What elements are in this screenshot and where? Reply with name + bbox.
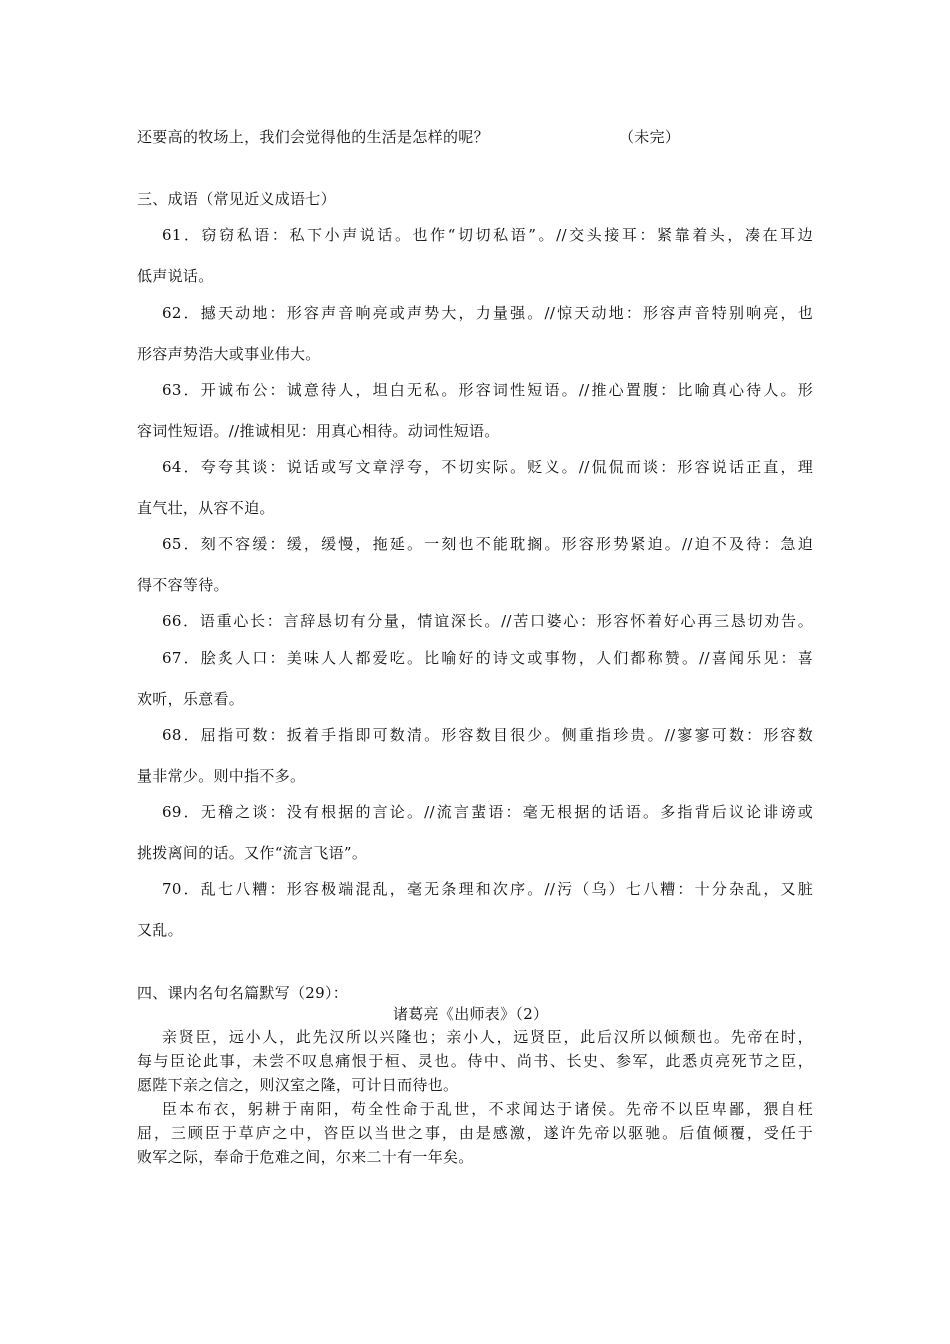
passage-p1-line2: 每与臣论此事，未尝不叹息痛恨于桓、灵也。侍中、尚书、长史、参军，此悉贞亮死节之臣， (137, 1052, 813, 1070)
idiom-67-line1: 67．脍炙人口：美味人人都爱吃。比喻好的诗文或事物，人们都称赞。//喜闻乐见：喜 (162, 649, 813, 667)
passage-p2-line3: 败军之际，奉命于危难之间，尔来二十有一年矣。 (137, 1148, 474, 1166)
idiom-70-line2: 又乱。 (137, 921, 183, 939)
idiom-65-line1: 65．刻不容缓：缓，缓慢，拖延。一刻也不能耽搁。形容形势紧迫。//迫不及待：急迫 (162, 535, 813, 553)
passage-p2-line2: 屈，三顾臣于草庐之中，咨臣以当世之事，由是感激，遂许先帝以驱驰。后值倾覆，受任于 (137, 1124, 813, 1142)
idiom-63-line1: 63．开诚布公：诚意待人，坦白无私。形容词性短语。//推心置腹：比喻真心待人。形 (162, 381, 813, 399)
idiom-68-line2: 量非常少。则中指不多。 (137, 767, 306, 785)
section-heading-idioms: 三、成语（常见近义成语七） (137, 190, 336, 208)
passage-title: 诸葛亮《出师表》（2） (393, 1005, 549, 1023)
idiom-69-line1: 69．无稽之谈：没有根据的言论。//流言蜚语：毫无根据的话语。多指背后议论诽谤或 (162, 803, 813, 821)
passage-p1-line3: 愿陛下亲之信之，则汉室之隆，可计日而待也。 (137, 1076, 459, 1094)
idiom-63-line2: 容词性短语。//推诚相见：用真心相待。动词性短语。 (137, 422, 500, 440)
idiom-67-line2: 欢听，乐意看。 (137, 690, 245, 708)
idiom-65-line2: 得不容等待。 (137, 576, 229, 594)
idiom-62-line2: 形容声势浩大或事业伟大。 (137, 345, 321, 363)
section-heading-recitation: 四、课内名句名篇默写（29）： (137, 984, 349, 1002)
passage-p1-line1: 亲贤臣，远小人，此先汉所以兴隆也；亲小人，远贤臣，此后汉所以倾颓也。先帝在时， (162, 1028, 813, 1046)
idiom-68-line1: 68．屈指可数：扳着手指即可数清。形容数目很少。侧重指珍贵。//寥寥可数：形容数 (162, 726, 813, 744)
continued-text: 还要高的牧场上，我们会觉得他的生活是怎样的呢？ (137, 128, 489, 146)
unfinished-note: （未完） (619, 128, 681, 146)
idiom-64-line2: 直气壮，从容不迫。 (137, 499, 275, 517)
continued-text-line (137, 126, 681, 147)
idiom-61-line2: 低声说话。 (137, 267, 214, 285)
idiom-61-line1: 61．窃窃私语：私下小声说话。也作“切切私语”。//交头接耳：紧靠着头，凑在耳边 (162, 226, 813, 244)
idiom-66-line1: 66．语重心长：言辞恳切有分量，情谊深长。//苦口婆心：形容怀着好心再三恳切劝告。 (162, 612, 813, 630)
idiom-70-line1: 70．乱七八糟：形容极端混乱，毫无条理和次序。//污（乌）七八糟：十分杂乱，又脏 (162, 880, 813, 898)
idiom-64-line1: 64．夸夸其谈：说话或写文章浮夸，不切实际。贬义。//侃侃而谈：形容说话正直，理 (162, 458, 813, 476)
idiom-62-line1: 62．撼天动地：形容声音响亮或声势大，力量强。//惊天动地：形容声音特别响亮，也 (162, 304, 813, 322)
idiom-69-line2: 挑拨离间的话。又作“流言飞语”。 (137, 844, 368, 862)
passage-p2-line1: 臣本布衣，躬耕于南阳，苟全性命于乱世，不求闻达于诸侯。先帝不以臣卑鄙，猥自枉 (162, 1100, 813, 1118)
